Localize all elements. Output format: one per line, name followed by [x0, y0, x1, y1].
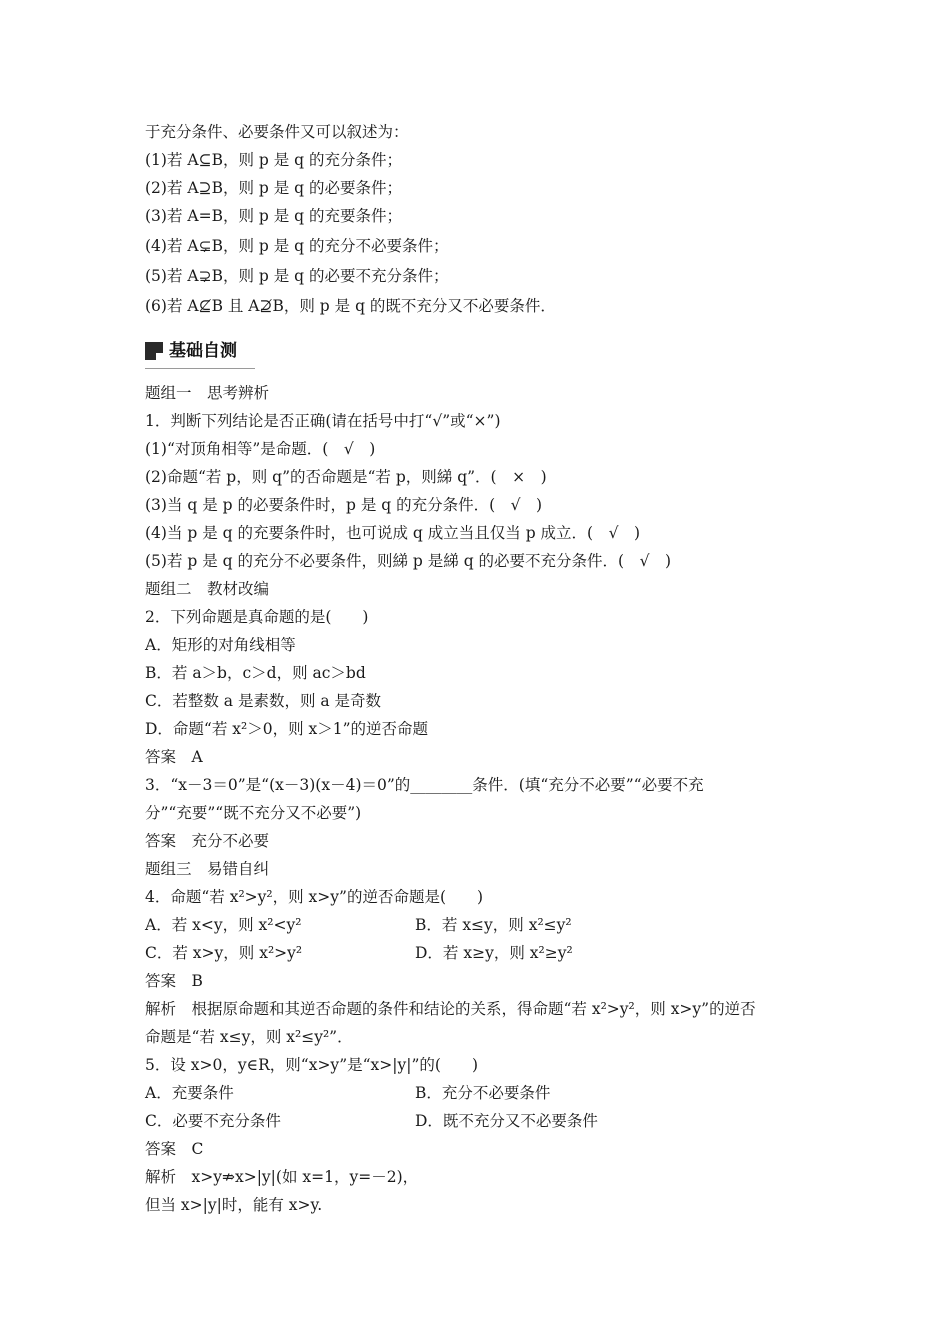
intro-line: (3)若 A=B，则 p 是 q 的充要条件；	[145, 207, 403, 225]
answer-line: 答案 A	[145, 748, 203, 766]
option-item: C．必要不充分条件	[145, 1112, 281, 1130]
option-item: D．若 x≥y，则 x²≥y²	[415, 944, 573, 962]
judgement-item: (4)当 p 是 q 的充要条件时，也可说成 q 成立当且仅当 p 成立．( √ )	[145, 524, 641, 542]
intro-block	[145, 118, 810, 320]
group-title: 题组二 教材改编	[145, 580, 270, 598]
option-row	[145, 939, 810, 967]
page-content	[145, 118, 810, 1219]
option-row	[145, 1079, 810, 1107]
question-stem: 2．下列命题是真命题的是( )	[145, 608, 369, 626]
analysis-line: 解析 x>y⇏x>|y|(如 x=1，y=－2)，	[145, 1168, 419, 1186]
judgement-item: (2)命题“若 p，则 q”的否命题是“若 p，则綈 q”．( × )	[145, 468, 547, 486]
group-2	[145, 575, 810, 855]
answer-line: 答案 充分不必要	[145, 832, 270, 850]
intro-line: (4)若 A⊊B，则 p 是 q 的充分不必要条件；	[145, 237, 449, 255]
group-title: 题组三 易错自纠	[145, 860, 270, 878]
question-stem: 4．命题“若 x²>y²，则 x>y”的逆否命题是( )	[145, 888, 484, 906]
group-3	[145, 855, 810, 1219]
judgement-item: (5)若 p 是 q 的充分不必要条件，则綈 p 是綈 q 的必要不充分条件．( √ )	[145, 552, 672, 570]
analysis-line: 解析 根据原命题和其逆否命题的条件和结论的关系，得命题“若 x²>y²，则 x>y”的逆否	[145, 1000, 756, 1018]
option-item: C．若 x>y，则 x²>y²	[145, 944, 303, 962]
option-item: B．充分不必要条件	[415, 1084, 551, 1102]
judgement-item: (3)当 q 是 p 的必要条件时，p 是 q 的充分条件．( √ )	[145, 496, 543, 514]
intro-line: (5)若 A⊋B，则 p 是 q 的必要不充分条件；	[145, 267, 449, 285]
question-stem: 1．判断下列结论是否正确(请在括号中打“√”或“×”)	[145, 412, 501, 430]
intro-line: 于充分条件、必要条件又可以叙述为：	[145, 123, 409, 141]
section-square-icon	[145, 342, 163, 360]
intro-line: (1)若 A⊆B，则 p 是 q 的充分条件；	[145, 151, 403, 169]
question-stem-continued: 分”“充要”“既不充分又不必要”)	[145, 804, 362, 822]
question-stem: 5．设 x>0，y∈R，则“x>y”是“x>|y|”的( )	[145, 1056, 478, 1074]
option-item: D．既不充分又不必要条件	[415, 1112, 598, 1130]
option-item: A．充要条件	[145, 1084, 234, 1102]
intro-line: (2)若 A⊇B，则 p 是 q 的必要条件；	[145, 179, 403, 197]
option-row	[145, 911, 810, 939]
option-item: D．命题“若 x²＞0，则 x＞1”的逆否命题	[145, 720, 429, 738]
option-item: A．若 x<y，则 x²<y²	[145, 916, 302, 934]
option-row	[145, 1107, 810, 1135]
option-item: A．矩形的对角线相等	[145, 636, 296, 654]
answer-line: 答案 B	[145, 972, 203, 990]
section-heading	[145, 338, 255, 369]
group-1	[145, 379, 810, 575]
option-item: B．若 a＞b，c＞d，则 ac＞bd	[145, 664, 366, 682]
intro-line: (6)若 A⊈B 且 A⊉B，则 p 是 q 的既不充分又不必要条件．	[145, 297, 556, 315]
judgement-item: (1)“对顶角相等”是命题．( √ )	[145, 440, 376, 458]
option-item: C．若整数 a 是素数，则 a 是奇数	[145, 692, 382, 710]
analysis-line-continued: 命题是“若 x≤y，则 x²≤y²”．	[145, 1028, 353, 1046]
group-title: 题组一 思考辨析	[145, 384, 270, 402]
answer-line: 答案 C	[145, 1140, 204, 1158]
analysis-line-continued: 但当 x>|y|时，能有 x>y.	[145, 1196, 323, 1214]
option-item: B．若 x≤y，则 x²≤y²	[415, 916, 572, 934]
question-stem: 3．“x－3＝0”是“(x－3)(x－4)＝0”的________条件．(填“充分不必要”“必要不充	[145, 776, 704, 794]
section-title: 基础自测	[169, 341, 237, 361]
